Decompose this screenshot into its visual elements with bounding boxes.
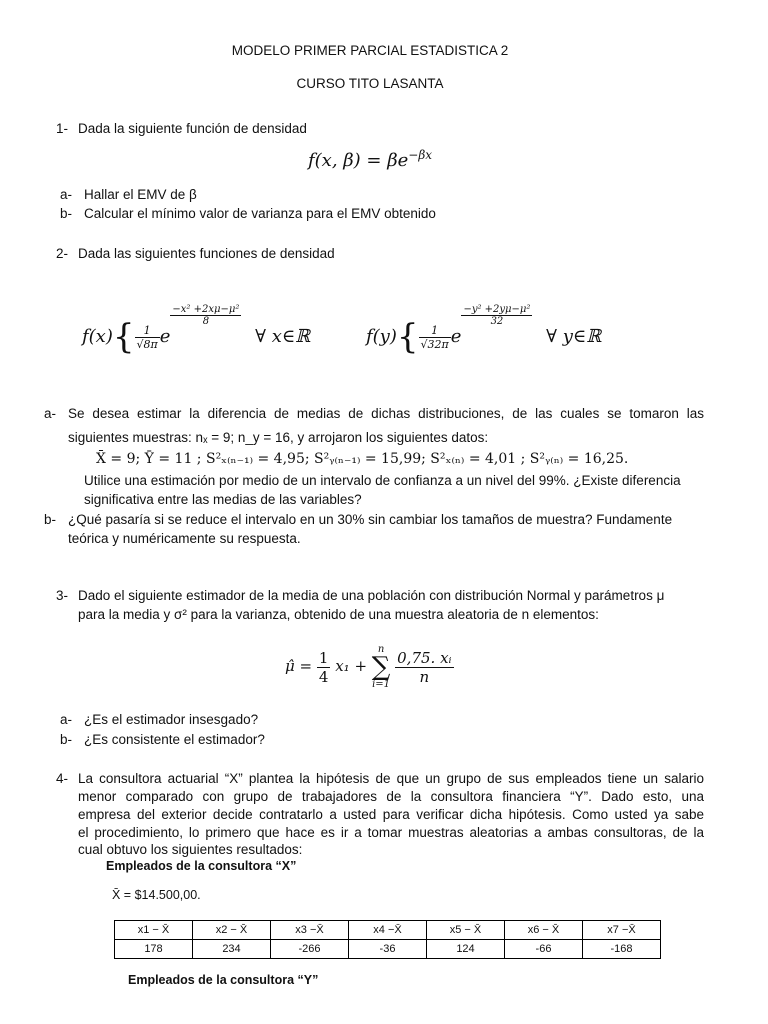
q3-line2: para la media y σ² para la varianza, obtenido de una muestra aleatoria de n elementos:: [78, 607, 599, 622]
q4-x-heading: Empleados de la consultora “X”: [106, 859, 297, 873]
q4-line1: La consultora actuarial “X” plantea la hipótesis de que un grupo de sus empleados tiene un salario: [78, 771, 704, 786]
q3-line1: Dado el siguiente estimador de la media de una población con distribución Normal y parámetros μ: [78, 588, 665, 603]
q2-prompt: Dada las siguientes funciones de densidad: [78, 246, 335, 261]
q3-b-text: ¿Es consistente el estimador?: [84, 732, 265, 747]
q4-line5: cual obtuvo los siguientes resultados:: [78, 842, 303, 857]
q4-y-heading: Empleados de la consultora “Y”: [128, 973, 319, 987]
table-row: [115, 940, 661, 959]
q2-b-number: b-: [44, 512, 57, 527]
q1-a-number: a-: [60, 187, 73, 202]
table-header-row: [115, 921, 661, 940]
q2-a-data: X̄ = 9; Ȳ = 11 ; S²ₓ₍ₙ₋₁₎ = 4,95; S²ᵧ₍ₙ₋₁₎ = 15,99; S²ₓ₍ₙ₎ = 4,01 ; S²ᵧ₍ₙ₎ = 16,25.: [96, 451, 629, 467]
q3-a-number: a-: [60, 712, 73, 727]
q4-line3: empresa del exterior decide contratarlo a usted para verificar dicha hipótesis. Como usted ya sabe: [78, 807, 704, 822]
table-header-cell: x7 −X̄: [583, 921, 661, 940]
q2-a-line1: Se desea estimar la diferencia de medias de dichas distribuciones, de las cuales se tomaron las: [68, 406, 704, 421]
q2-fx-formula: f(x){ $\frac{1}{√8\pi}$ e $\frac{\text{−x² +2xμ−μ²}}{8}$ ∀ x∈ℝ: [82, 304, 311, 357]
q4-x-deviation-table: [114, 920, 661, 959]
table-cell: -66: [505, 940, 583, 959]
q1-formula: f(x, $\beta) = \beta e^{-\beta x}$: [308, 148, 433, 171]
q3-a-text: ¿Es el estimador insesgado?: [84, 712, 259, 727]
q4-x-mean: X̄ = $14.500,00.: [112, 888, 201, 902]
q4-number: 4-: [56, 771, 69, 786]
table-cell: 234: [193, 940, 271, 959]
table-header-cell: x2 − X̄: [193, 921, 271, 940]
table-header-cell: x3 −X̄: [271, 921, 349, 940]
q2-b-line1: ¿Qué pasaría si se reduce el intervalo en un 30% sin cambiar los tamaños de muestra? Fundamente: [68, 512, 673, 527]
table-header-cell: x5 − X̄: [427, 921, 505, 940]
table-cell: 178: [115, 940, 193, 959]
q2-fy-formula: f(y){ $\frac{1}{√32\pi}$ e $\frac{\text{−y² +2yμ−μ²}}{32}$ ∀ y∈ℝ: [366, 304, 602, 357]
q2-number: 2-: [56, 246, 69, 261]
q1-b-text: Calcular el mínimo valor de varianza para el EMV obtenido: [84, 206, 436, 221]
document-title: MODELO PRIMER PARCIAL ESTADISTICA 2: [231, 43, 509, 58]
q1-number: 1-: [56, 121, 69, 136]
q3-estimator-formula: μ̂ = $\frac{1}{4}$ x₁ + n ∑ i=1 $\frac{\text{0,75. xᵢ}}{n}$: [285, 644, 452, 690]
q2-a-line2: siguientes muestras: nₓ = 9; n_y = 16, y arrojaron los siguientes datos:: [68, 430, 489, 445]
table-cell: 124: [427, 940, 505, 959]
q2-a-line4: significativa entre las medias de las variables?: [84, 492, 362, 507]
q4-line4: el procedimiento, lo primero que hace es ir a tomar muestras aleatorias a ambas consultoras, de la: [78, 825, 704, 840]
q1-prompt: Dada la siguiente función de densidad: [78, 121, 307, 136]
document-subtitle: CURSO TITO LASANTA: [296, 76, 444, 91]
q3-b-number: b-: [60, 732, 73, 747]
q2-a-number: a-: [44, 406, 57, 421]
table-cell: -168: [583, 940, 661, 959]
q2-a-line3: Utilice una estimación por medio de un intervalo de confianza a un nivel del 99%. ¿Existe diferencia: [84, 473, 681, 488]
q1-b-number: b-: [60, 206, 73, 221]
table-header-cell: x1 − X̄: [115, 921, 193, 940]
table-cell: -36: [349, 940, 427, 959]
table-header-cell: x6 − X̄: [505, 921, 583, 940]
q1-a-text: Hallar el EMV de β: [84, 187, 197, 202]
q3-number: 3-: [56, 588, 69, 603]
table-cell: -266: [271, 940, 349, 959]
q4-line2: menor comparado con grupo de trabajadores de la consultora financiera “Y”. Dado esto, una: [78, 789, 704, 804]
q2-b-line2: teórica y numéricamente su respuesta.: [68, 531, 301, 546]
table-header-cell: x4 −X̄: [349, 921, 427, 940]
